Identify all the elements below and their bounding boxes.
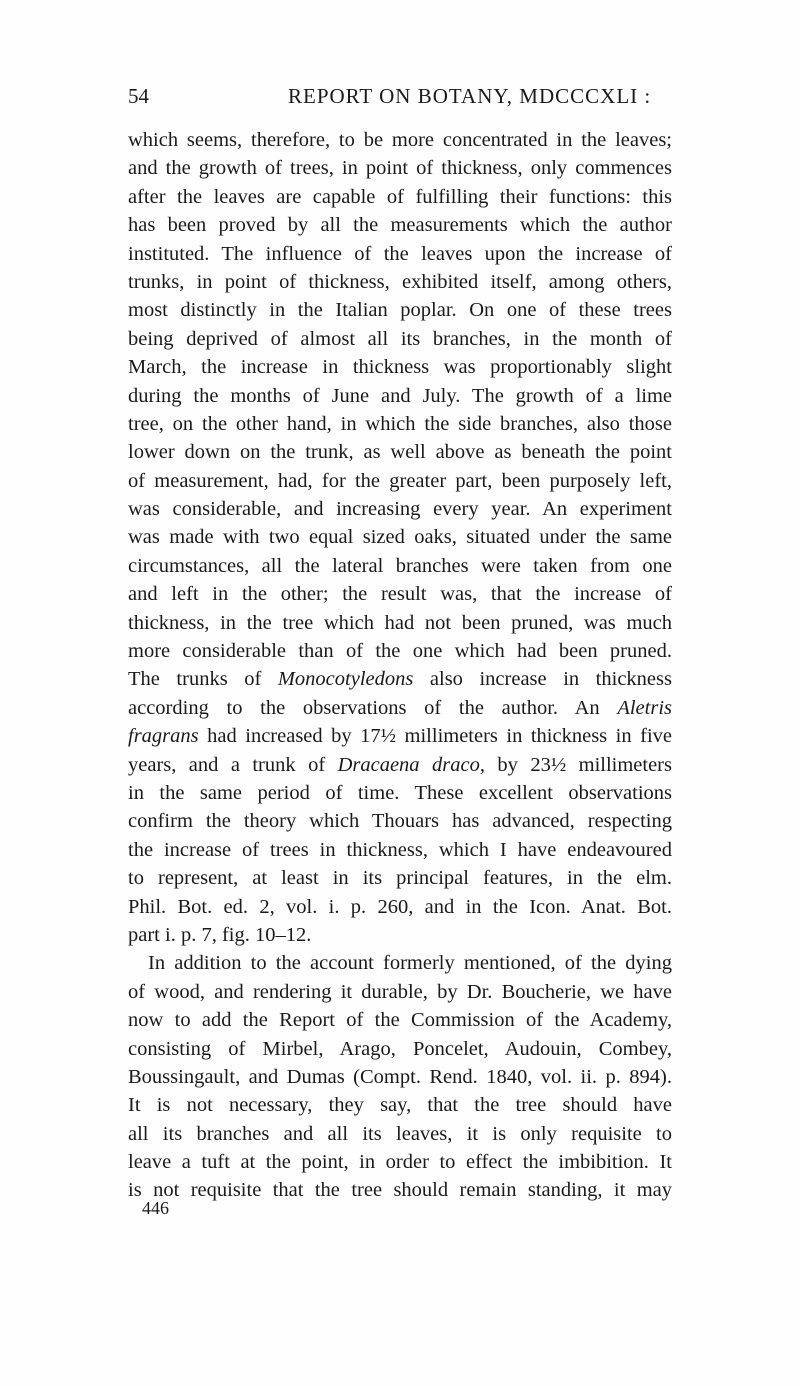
italic-term: Monocotyledons: [277, 668, 414, 691]
signature-mark: 446: [142, 1198, 169, 1218]
text-line: has been proved by all the measurements which the author: [128, 214, 672, 237]
text-line: more considerable than of the one which had been pruned.: [128, 640, 672, 663]
text-line: [128, 751, 672, 779]
text-line: after the leaves are capable of fulfilling their functions: this: [128, 185, 672, 208]
text-line: confirm the theory which Thouars has advanced, respecting: [128, 810, 672, 833]
text-line: being deprived of almost all its branches, in the month of: [128, 327, 672, 350]
text-line: of measurement, had, for the greater part, been purposely left,: [128, 469, 672, 492]
page-number: 54: [128, 84, 149, 108]
text-line: March, the increase in thickness was proportionably slight: [128, 356, 672, 379]
text-line: leave a tuft at the point, in order to effect the imbibition. It: [128, 1151, 672, 1174]
body-text: [128, 126, 672, 1205]
text-run: , by 23½ millimeters: [479, 753, 672, 776]
text-run: also increase in thickness: [413, 668, 672, 691]
text-line: most distinctly in the Italian poplar. On one of these trees: [128, 299, 672, 322]
italic-term: Dracaena draco: [337, 753, 480, 776]
text-line: In addition to the account formerly mentioned, of the dying: [148, 952, 672, 975]
text-line: [128, 722, 672, 750]
text-line: tree, on the other hand, in which the side branches, also those: [128, 412, 672, 435]
text-line: all its branches and all its leaves, it is only requisite to: [128, 1122, 672, 1145]
text-line: Phil. Bot. ed. 2, vol. i. p. 260, and in the Icon. Anat. Bot.: [128, 895, 672, 918]
italic-term: Aletris: [617, 696, 672, 719]
text-line: is not requisite that the tree should remain standing, it may: [128, 1179, 672, 1202]
italic-term: fragrans: [128, 725, 199, 748]
text-line: was made with two equal sized oaks, situated under the same: [128, 526, 672, 549]
text-line: It is not necessary, they say, that the tree should have: [128, 1094, 672, 1117]
text-line: and left in the other; the result was, that the increase of: [128, 583, 672, 606]
text-line: part i. p. 7, fig. 10–12.: [128, 923, 312, 946]
text-line: was considerable, and increasing every year. An experiment: [128, 498, 672, 521]
text-line: trunks, in point of thickness, exhibited itself, among others,: [128, 270, 672, 293]
text-line: of wood, and rendering it durable, by Dr. Boucherie, we have: [128, 980, 672, 1003]
text-line: and the growth of trees, in point of thickness, only commences: [128, 157, 672, 180]
text-line: in the same period of time. These excellent observations: [128, 781, 672, 804]
text-line: [128, 665, 672, 693]
text-run: The trunks of: [128, 668, 278, 691]
text-line: to represent, at least in its principal features, in the elm.: [128, 867, 672, 890]
text-line: instituted. The influence of the leaves upon the increase of: [128, 242, 672, 265]
text-run: years, and a trunk of: [128, 753, 338, 776]
text-line: during the months of June and July. The growth of a lime: [128, 384, 672, 407]
running-title: REPORT ON BOTANY, MDCCCXLI :: [288, 84, 652, 108]
text-run: had increased by 17½ millimeters in thickness in five: [198, 725, 672, 748]
text-line: consisting of Mirbel, Arago, Poncelet, Audouin, Combey,: [128, 1037, 672, 1060]
text-line: the increase of trees in thickness, which I have endeavoured: [128, 838, 672, 861]
text-line: which seems, therefore, to be more concentrated in the leaves;: [128, 129, 672, 151]
text-line: circumstances, all the lateral branches were taken from one: [128, 554, 672, 577]
text-line: thickness, in the tree which had not been pruned, was much: [128, 611, 672, 634]
text-line: lower down on the trunk, as well above as beneath the point: [128, 441, 672, 464]
text-line: now to add the Report of the Commission of the Academy,: [128, 1009, 672, 1032]
running-head: [128, 84, 672, 112]
text-run: according to the observations of the author. An: [128, 696, 618, 719]
text-line: Boussingault, and Dumas (Compt. Rend. 1840, vol. ii. p. 894).: [128, 1065, 672, 1088]
text-line: [128, 694, 672, 722]
